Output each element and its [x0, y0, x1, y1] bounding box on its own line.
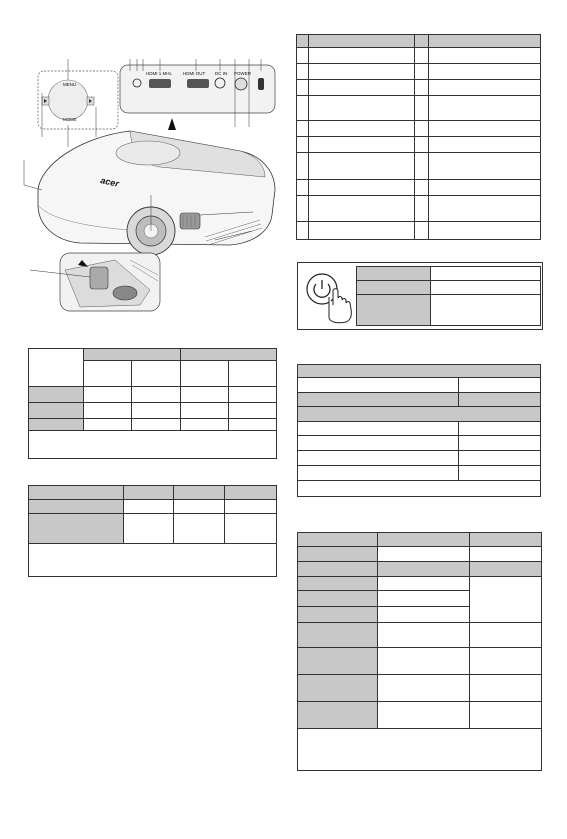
table1-cell [180, 361, 228, 387]
table-row [29, 514, 277, 544]
table-row [298, 702, 542, 729]
table-row [298, 623, 542, 648]
parts-table [296, 34, 541, 240]
table-row [298, 675, 542, 702]
table-row [297, 64, 541, 80]
table-row [298, 422, 541, 436]
table6-note-row [298, 729, 542, 771]
table-row [297, 196, 541, 222]
rear-port-panel [120, 59, 275, 130]
spec-table-2 [28, 485, 277, 577]
button-panel-inset [38, 59, 118, 147]
table1-note-row [29, 431, 277, 459]
table-row [298, 648, 542, 675]
power-instruction-box [297, 262, 543, 330]
settings-table [297, 364, 541, 497]
table-row [297, 222, 541, 240]
mode-table [297, 532, 542, 771]
table1-cell [228, 361, 276, 387]
table-row [298, 436, 541, 451]
table-row [298, 451, 541, 466]
menu-button-label: MENU [63, 82, 77, 87]
table-row [298, 577, 542, 591]
projector-body [24, 131, 275, 255]
port-label-power: POWER [234, 71, 252, 76]
table2-note-row [29, 544, 277, 577]
table-row [297, 137, 541, 153]
table-row [297, 48, 541, 64]
table-row [29, 403, 277, 419]
table-row [29, 500, 277, 514]
table1-cell [132, 361, 180, 387]
table1-header [84, 349, 181, 361]
spec-table-1 [28, 348, 277, 459]
power-button-icon [302, 267, 354, 325]
mode-button-label: MODE [63, 117, 77, 122]
table-row [297, 121, 541, 137]
table-row [297, 153, 541, 180]
table-row [298, 466, 541, 481]
port-label-dc-in: DC IN [215, 71, 228, 76]
table-row [29, 419, 277, 431]
table1-header [180, 349, 277, 361]
table-row [298, 547, 542, 562]
port-label-hdmi-out: HDMI OUT [183, 71, 206, 76]
table-row [297, 80, 541, 96]
table-row [297, 96, 541, 121]
power-table [356, 266, 541, 326]
brand-logo: acer [99, 175, 120, 189]
focus-closeup-inset [30, 253, 160, 311]
table-row [297, 180, 541, 196]
table1-cell [84, 361, 132, 387]
table1-cell [29, 349, 84, 387]
port-label-hdmi1: HDMI 1 MHL [146, 71, 173, 76]
projector-figure [20, 55, 280, 325]
table-row [29, 387, 277, 403]
